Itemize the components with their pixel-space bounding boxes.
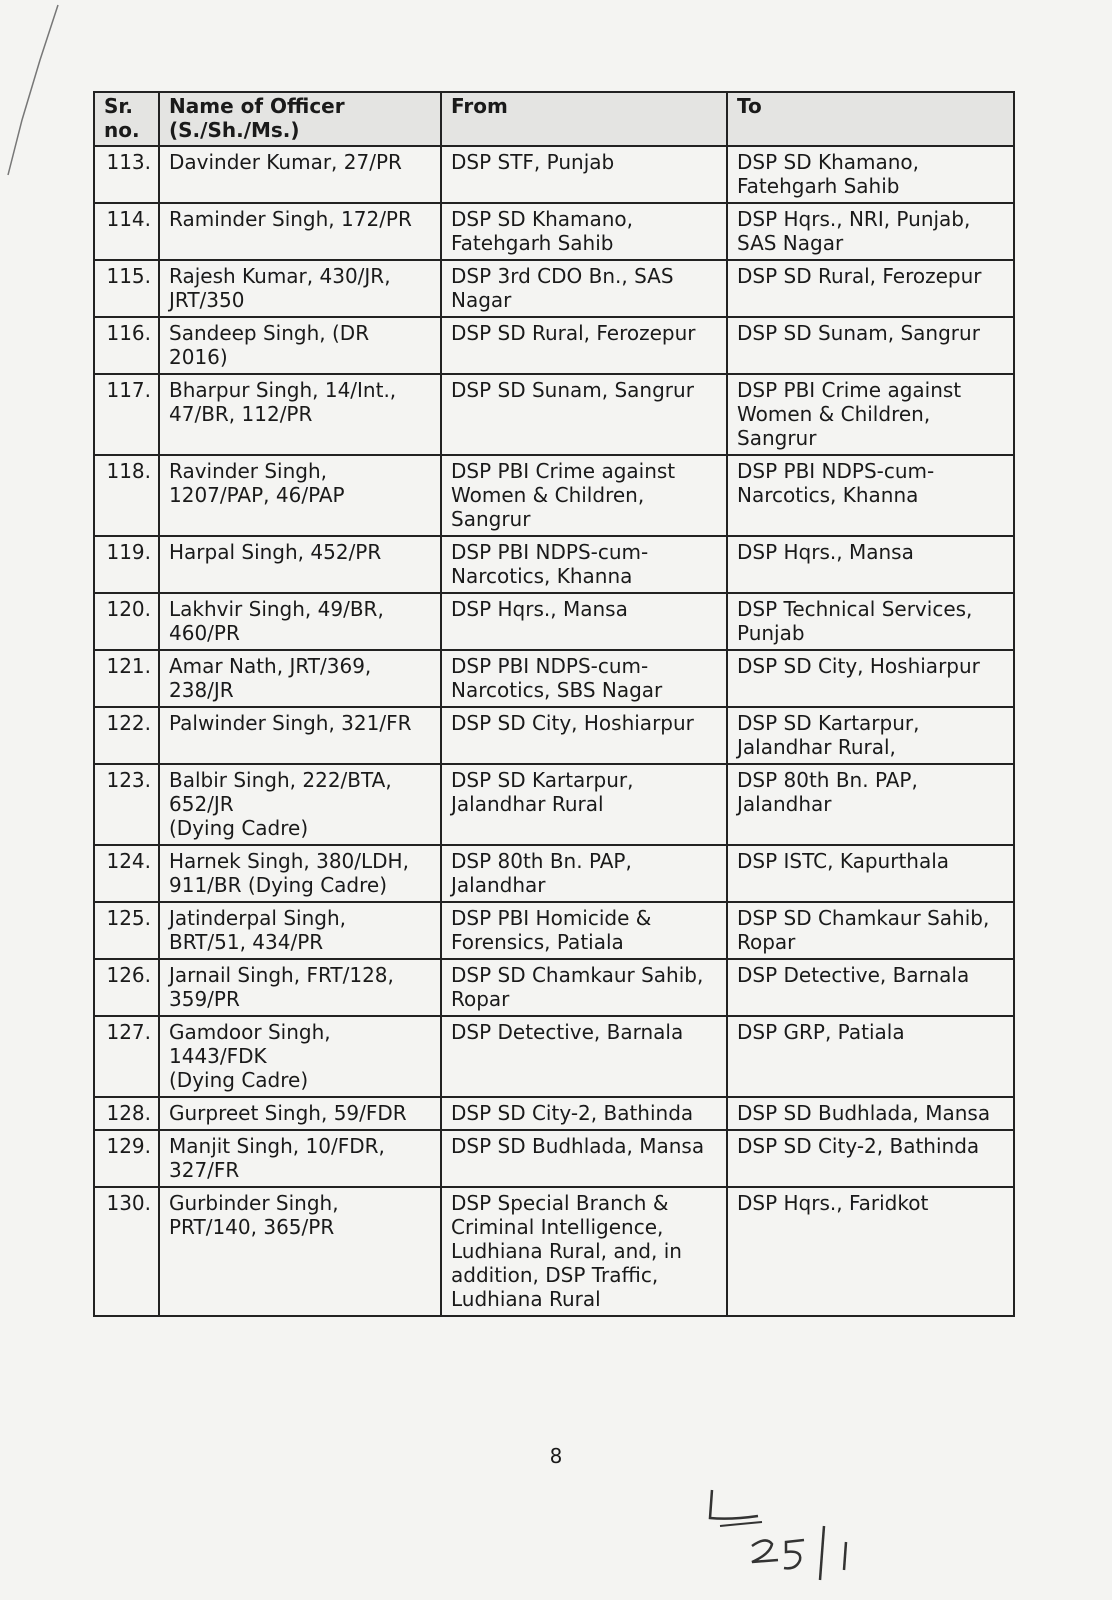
sr-no-cell-text: 128. [106,1101,151,1125]
from-posting-cell [441,764,727,845]
header-name-text: Name of Officer (S./Sh./Ms.) [169,94,345,142]
from-posting-cell [441,593,727,650]
sr-no-cell [94,455,159,536]
table-row [94,650,1014,707]
sr-no-cell [94,374,159,455]
to-posting-cell-text: DSP SD City, Hoshiarpur [737,654,980,678]
to-posting-cell [727,1187,1014,1316]
sr-no-cell-text: 124. [106,849,151,873]
header-row [94,92,1014,146]
sr-no-cell [94,845,159,902]
to-posting-cell [727,374,1014,455]
sr-no-cell-text: 119. [106,540,151,564]
officer-name-cell-text: Rajesh Kumar, 430/JR, JRT/350 [169,264,391,312]
table-row [94,1016,1014,1097]
officer-name-cell [159,764,441,845]
sr-no-cell [94,707,159,764]
officer-name-cell-text: Bharpur Singh, 14/Int., 47/BR, 112/PR [169,378,397,426]
table-row [94,1187,1014,1316]
to-posting-cell-text: DSP GRP, Patiala [737,1020,905,1044]
from-posting-cell [441,317,727,374]
sr-no-cell [94,1187,159,1316]
from-posting-cell-text: DSP SD Kartarpur, Jalandhar Rural [451,768,634,816]
from-posting-cell [441,374,727,455]
handwritten-initials [700,1480,880,1590]
sr-no-cell [94,650,159,707]
to-posting-cell [727,650,1014,707]
to-posting-cell-text: DSP ISTC, Kapurthala [737,849,950,873]
header-to [727,92,1014,146]
officer-name-cell-text: Harpal Singh, 452/PR [169,540,382,564]
to-posting-cell-text: DSP PBI NDPS-cum- Narcotics, Khanna [737,459,935,507]
sr-no-cell [94,959,159,1016]
officer-name-cell [159,1130,441,1187]
from-posting-cell [441,146,727,203]
from-posting-cell-text: DSP SD City-2, Bathinda [451,1101,694,1125]
sr-no-cell [94,146,159,203]
sr-no-cell-text: 126. [106,963,151,987]
from-posting-cell-text: DSP Detective, Barnala [451,1020,684,1044]
officer-name-cell-text: Jatinderpal Singh, BRT/51, 434/PR [169,906,346,954]
to-posting-cell [727,455,1014,536]
to-posting-cell [727,707,1014,764]
sr-no-cell [94,203,159,260]
sr-no-cell-text: 113. [106,150,151,174]
officer-name-cell [159,593,441,650]
officer-name-cell [159,317,441,374]
officer-name-cell [159,260,441,317]
sr-no-cell-text: 117. [106,378,151,402]
table-row [94,707,1014,764]
to-posting-cell-text: DSP SD Rural, Ferozepur [737,264,982,288]
table-row [94,203,1014,260]
table-body [94,146,1014,1316]
from-posting-cell [441,707,727,764]
officer-name-cell-text: Manjit Singh, 10/FDR, 327/FR [169,1134,385,1182]
officer-name-cell [159,902,441,959]
from-posting-cell-text: DSP SD Rural, Ferozepur [451,321,696,345]
officer-name-cell [159,845,441,902]
to-posting-cell-text: DSP Detective, Barnala [737,963,970,987]
from-posting-cell-text: DSP SD Sunam, Sangrur [451,378,694,402]
from-posting-cell-text: DSP PBI Homicide & Forensics, Patiala [451,906,652,954]
to-posting-cell-text: DSP Technical Services, Punjab [737,597,973,645]
to-posting-cell [727,1016,1014,1097]
officer-name-cell [159,1187,441,1316]
to-posting-cell-text: DSP SD Kartarpur, Jalandhar Rural, [737,711,920,759]
header-sr-no [94,92,159,146]
to-posting-cell-text: DSP Hqrs., Faridkot [737,1191,929,1215]
sr-no-cell-text: 118. [106,459,151,483]
officer-name-cell-text: Lakhvir Singh, 49/BR, 460/PR [169,597,384,645]
header-sr-no-text: Sr. no. [104,94,140,142]
from-posting-cell [441,203,727,260]
to-posting-cell [727,845,1014,902]
to-posting-cell [727,317,1014,374]
page-edge-mark [0,0,70,200]
sr-no-cell-text: 116. [106,321,151,345]
sr-no-cell-text: 121. [106,654,151,678]
to-posting-cell [727,203,1014,260]
sr-no-cell-text: 125. [106,906,151,930]
from-posting-cell [441,650,727,707]
officer-name-cell-text: Gamdoor Singh, 1443/FDK (Dying Cadre) [169,1020,331,1092]
from-posting-cell-text: DSP SD Chamkaur Sahib, Ropar [451,963,704,1011]
table-row [94,959,1014,1016]
sr-no-cell-text: 129. [106,1134,151,1158]
officer-name-cell-text: Jarnail Singh, FRT/128, 359/PR [169,963,394,1011]
to-posting-cell [727,1097,1014,1130]
to-posting-cell [727,260,1014,317]
officer-name-cell-text: Raminder Singh, 172/PR [169,207,412,231]
officer-name-cell [159,536,441,593]
officer-name-cell [159,1097,441,1130]
officer-name-cell-text: Gurbinder Singh, PRT/140, 365/PR [169,1191,339,1239]
table-row [94,1097,1014,1130]
sr-no-cell-text: 114. [106,207,151,231]
officer-name-cell-text: Ravinder Singh, 1207/PAP, 46/PAP [169,459,345,507]
to-posting-cell [727,593,1014,650]
to-posting-cell [727,536,1014,593]
page-number: 8 [549,1444,563,1468]
to-posting-cell [727,959,1014,1016]
to-posting-cell-text: DSP SD Sunam, Sangrur [737,321,980,345]
officer-name-cell-text: Sandeep Singh, (DR 2016) [169,321,370,369]
officer-name-cell-text: Gurpreet Singh, 59/FDR [169,1101,407,1125]
officer-name-cell-text: Harnek Singh, 380/LDH, 911/BR (Dying Cadre) [169,849,409,897]
sr-no-cell [94,764,159,845]
sr-no-cell [94,1097,159,1130]
header-from [441,92,727,146]
table-row [94,374,1014,455]
officer-name-cell [159,959,441,1016]
to-posting-cell-text: DSP Hqrs., Mansa [737,540,914,564]
from-posting-cell [441,260,727,317]
officer-name-cell [159,146,441,203]
table-row [94,317,1014,374]
table-row [94,845,1014,902]
to-posting-cell-text: DSP 80th Bn. PAP, Jalandhar [737,768,918,816]
from-posting-cell-text: DSP STF, Punjab [451,150,615,174]
to-posting-cell-text: DSP Hqrs., NRI, Punjab, SAS Nagar [737,207,971,255]
sr-no-cell [94,536,159,593]
from-posting-cell-text: DSP Special Branch & Criminal Intelligence, Ludhiana Rural, and, in addition, DSP Traffic, Ludhiana Rural [451,1191,682,1311]
from-posting-cell [441,455,727,536]
from-posting-cell [441,1097,727,1130]
to-posting-cell-text: DSP SD Budhlada, Mansa [737,1101,991,1125]
to-posting-cell-text: DSP SD Khamano, Fatehgarh Sahib [737,150,920,198]
officer-name-cell-text: Balbir Singh, 222/BTA, 652/JR (Dying Cadre) [169,768,392,840]
sr-no-cell-text: 130. [106,1191,151,1215]
header-from-text: From [451,94,508,118]
table-row [94,260,1014,317]
sr-no-cell-text: 115. [106,264,151,288]
officer-name-cell [159,455,441,536]
from-posting-cell [441,536,727,593]
from-posting-cell [441,959,727,1016]
sr-no-cell [94,317,159,374]
from-posting-cell-text: DSP 3rd CDO Bn., SAS Nagar [451,264,674,312]
officer-name-cell-text: Palwinder Singh, 321/FR [169,711,412,735]
from-posting-cell-text: DSP Hqrs., Mansa [451,597,628,621]
to-posting-cell [727,1130,1014,1187]
sr-no-cell [94,593,159,650]
from-posting-cell-text: DSP SD Khamano, Fatehgarh Sahib [451,207,634,255]
table-row [94,455,1014,536]
to-posting-cell-text: DSP PBI Crime against Women & Children, Sangrur [737,378,962,450]
sr-no-cell [94,1016,159,1097]
from-posting-cell-text: DSP SD City, Hoshiarpur [451,711,694,735]
table-header [94,92,1014,146]
to-posting-cell [727,902,1014,959]
sr-no-cell-text: 123. [106,768,151,792]
table-row [94,536,1014,593]
from-posting-cell [441,902,727,959]
from-posting-cell [441,1130,727,1187]
officer-name-cell-text: Davinder Kumar, 27/PR [169,150,402,174]
from-posting-cell-text: DSP 80th Bn. PAP, Jalandhar [451,849,632,897]
to-posting-cell [727,764,1014,845]
officer-name-cell [159,1016,441,1097]
sr-no-cell-text: 127. [106,1020,151,1044]
header-to-text: To [737,94,762,118]
to-posting-cell-text: DSP SD City-2, Bathinda [737,1134,980,1158]
sr-no-cell [94,1130,159,1187]
officer-name-cell [159,707,441,764]
table-row [94,593,1014,650]
from-posting-cell-text: DSP PBI NDPS-cum- Narcotics, Khanna [451,540,649,588]
officer-name-cell [159,203,441,260]
sr-no-cell [94,902,159,959]
officer-name-cell-text: Amar Nath, JRT/369, 238/JR [169,654,372,702]
from-posting-cell-text: DSP PBI NDPS-cum- Narcotics, SBS Nagar [451,654,663,702]
table-row [94,146,1014,203]
to-posting-cell [727,146,1014,203]
table-row [94,764,1014,845]
table-row [94,1130,1014,1187]
sr-no-cell-text: 122. [106,711,151,735]
from-posting-cell [441,845,727,902]
from-posting-cell [441,1016,727,1097]
sr-no-cell-text: 120. [106,597,151,621]
to-posting-cell-text: DSP SD Chamkaur Sahib, Ropar [737,906,990,954]
from-posting-cell-text: DSP PBI Crime against Women & Children, Sangrur [451,459,676,531]
transfer-orders-table [93,91,1015,1317]
header-name-of-officer [159,92,441,146]
sr-no-cell [94,260,159,317]
table-row [94,902,1014,959]
from-posting-cell [441,1187,727,1316]
officer-name-cell [159,374,441,455]
officer-name-cell [159,650,441,707]
from-posting-cell-text: DSP SD Budhlada, Mansa [451,1134,705,1158]
